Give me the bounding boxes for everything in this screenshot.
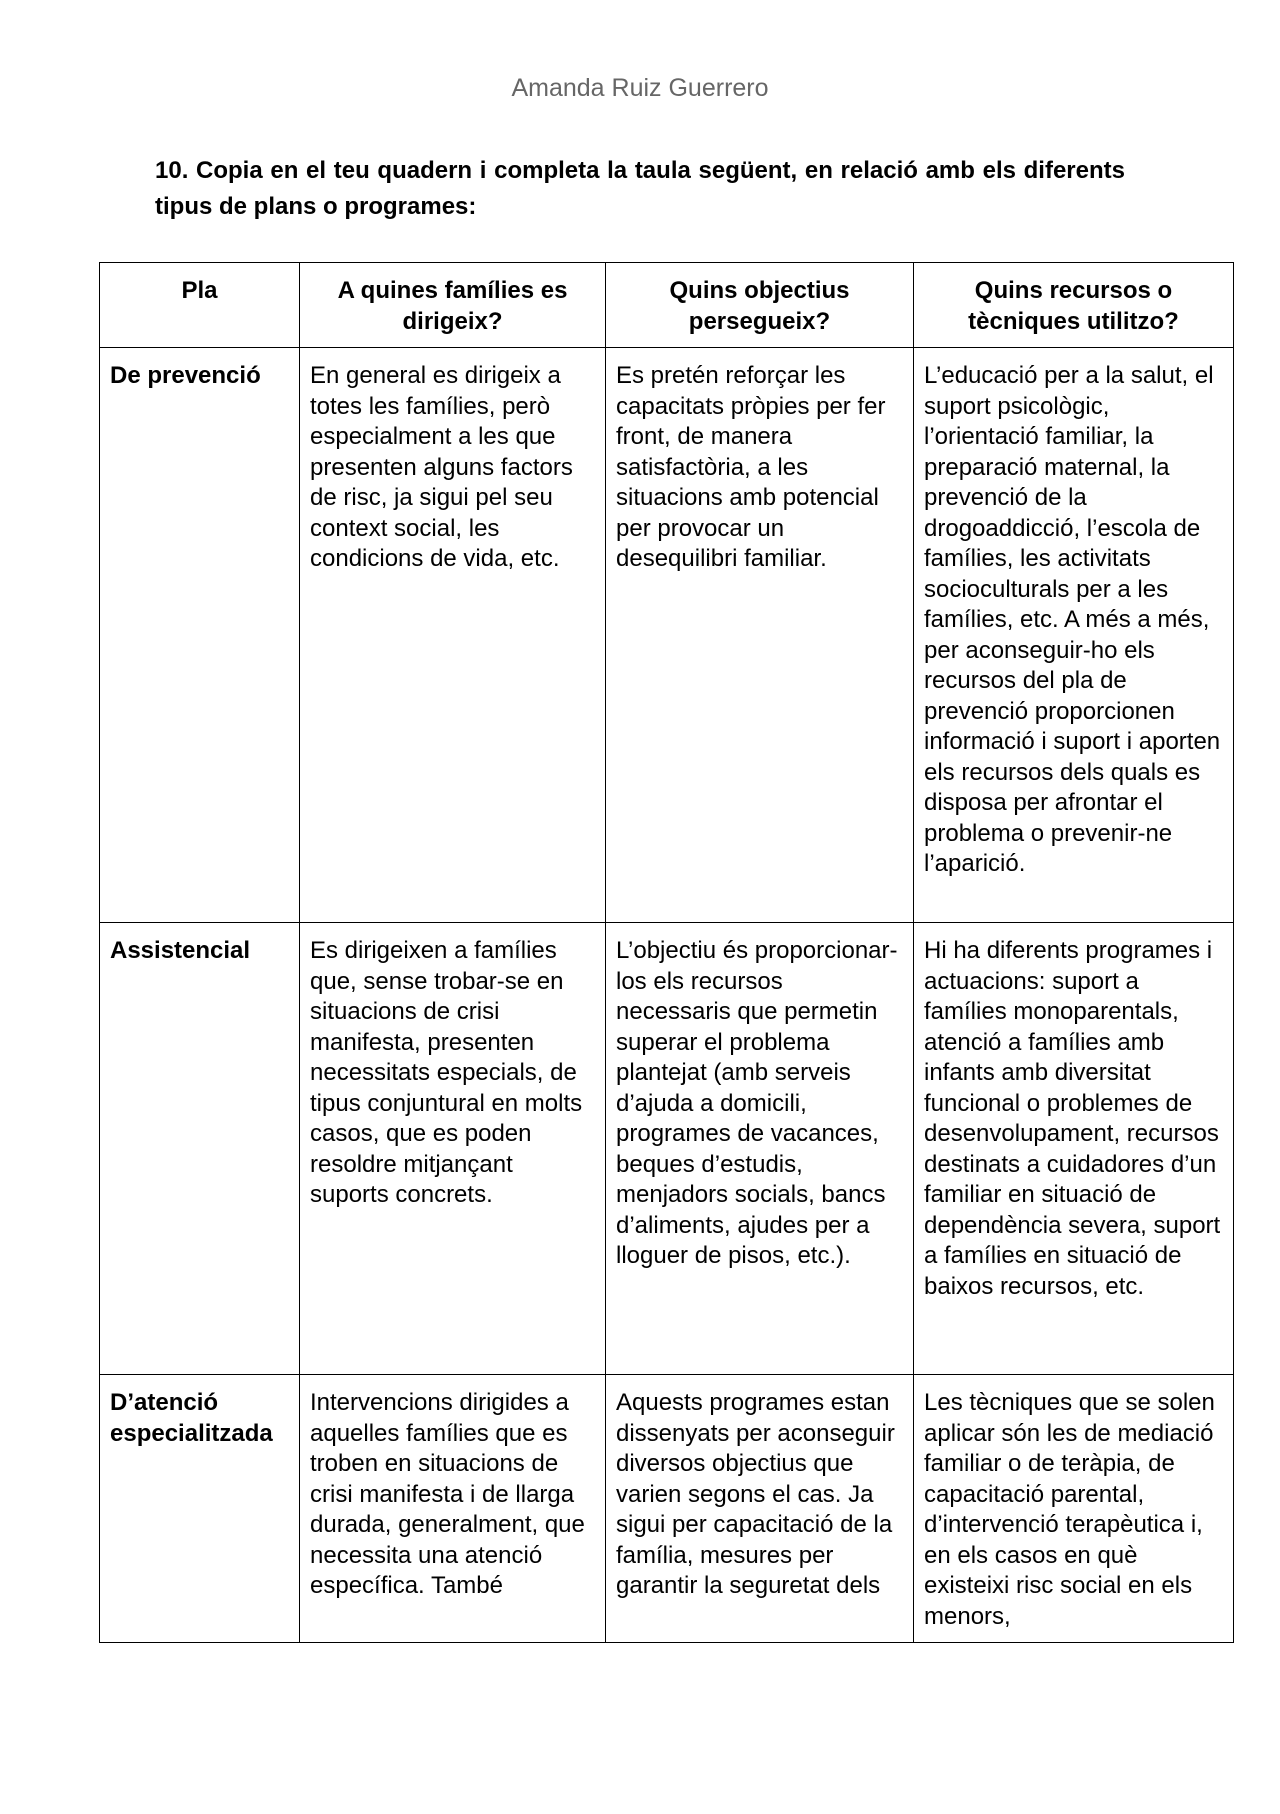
header-objectius: Quins objectius persegueix? bbox=[606, 263, 914, 348]
plans-table bbox=[99, 262, 1234, 1643]
families-cell: Es dirigeixen a famílies que, sense trobar-se en situacions de crisi manifesta, presenten necessitats especials, de tipus conjuntural en molts casos, que es poden resoldre mitjançant suports concrets. bbox=[300, 923, 606, 1375]
table-row bbox=[100, 348, 1234, 923]
table-header-row bbox=[100, 263, 1234, 348]
plan-name-cell: D’atenció especialitzada bbox=[100, 1375, 300, 1643]
recursos-cell: L’educació per a la salut, el suport psicològic, l’orientació familiar, la preparació maternal, la prevenció de la drogoaddicció, l’escola de famílies, les activitats socioculturals per a les famílies, etc. A més a més, per aconseguir-ho els recursos del pla de prevenció proporcionen informació i suport i aporten els recursos dels quals es disposa per afrontar el problema o prevenir-ne l’aparició. bbox=[914, 348, 1234, 923]
families-cell: Intervencions dirigides a aquelles famílies que es troben en situacions de crisi manifesta i de llarga durada, generalment, que necessita una atenció específica. També bbox=[300, 1375, 606, 1643]
recursos-cell: Hi ha diferents programes i actuacions: suport a famílies monoparentals, atenció a famílies amb infants amb diversitat funcional o problemes de desenvolupament, recursos destinats a cuidadores d’un familiar en situació de dependència severa, suport a famílies en situació de baixos recursos, etc. bbox=[914, 923, 1234, 1375]
objectius-cell: Aquests programes estan dissenyats per aconseguir diversos objectius que varien segons el cas. Ja sigui per capacitació de la família, mesures per garantir la seguretat dels bbox=[606, 1375, 914, 1643]
recursos-cell: Les tècniques que se solen aplicar són les de mediació familiar o de teràpia, de capacitació parental, d’intervenció terapèutica i, en els casos en què existeixi risc social en els menors, bbox=[914, 1375, 1234, 1643]
plan-name-cell: De prevenció bbox=[100, 348, 300, 923]
objectius-cell: L’objectiu és proporcionar-los els recursos necessaris que permetin superar el problema plantejat (amb serveis d’ajuda a domicili, programes de vacances, beques d’estudis, menjadors socials, bancs d’aliments, ajudes per a lloguer de pisos, etc.). bbox=[606, 923, 914, 1375]
families-cell: En general es dirigeix a totes les famílies, però especialment a les que presenten alguns factors de risc, ja sigui pel seu context social, les condicions de vida, etc. bbox=[300, 348, 606, 923]
header-recursos: Quins recursos o tècniques utilitzo? bbox=[914, 263, 1234, 348]
table-row bbox=[100, 1375, 1234, 1643]
table-row bbox=[100, 923, 1234, 1375]
header-families: A quines famílies es dirigeix? bbox=[300, 263, 606, 348]
exercise-heading: 10. Copia en el teu quadern i completa la taula següent, en relació amb els diferents tipus de plans o programes: bbox=[155, 157, 1125, 220]
author-name: Amanda Ruiz Guerrero bbox=[511, 74, 769, 102]
objectius-cell: Es pretén reforçar les capacitats pròpies per fer front, de manera satisfactòria, a les situacions amb potencial per provocar un desequilibri familiar. bbox=[606, 348, 914, 923]
plan-name-cell: Assistencial bbox=[100, 923, 300, 1375]
header-pla: Pla bbox=[100, 263, 300, 348]
